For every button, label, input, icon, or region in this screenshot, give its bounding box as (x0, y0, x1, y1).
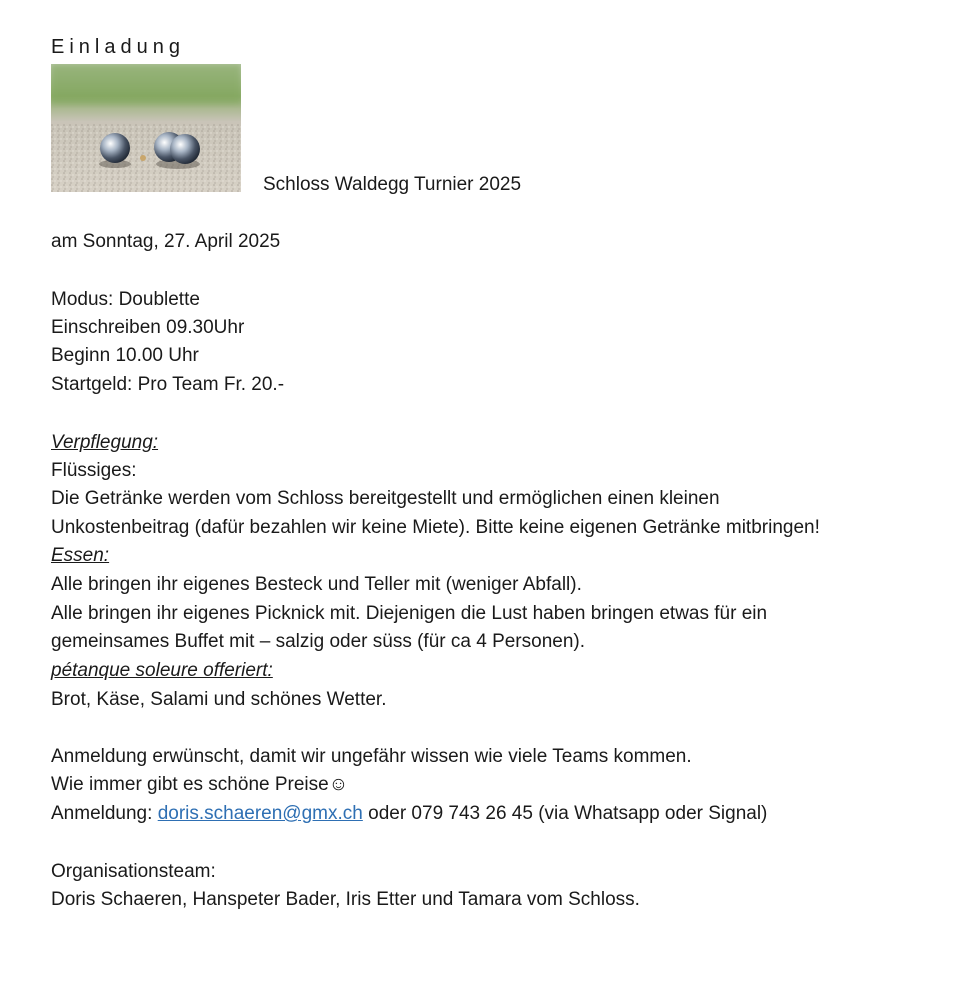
registration-email-link[interactable]: doris.schaeren@gmx.ch (157, 803, 363, 824)
registration-label: Anmeldung: (51, 803, 158, 824)
registration-line-2: Wie immer gibt es schöne Preise☺ (51, 774, 349, 795)
catering-heading: Verpflegung: (51, 432, 159, 453)
food-text-line-2: Alle bringen ihr eigenes Picknick mit. Diejenigen die Lust haben bringen etwas für ein (51, 603, 768, 624)
organizers-names: Doris Schaeren, Hanspeter Bader, Iris Etter und Tamara vom Schloss. (51, 889, 640, 910)
detail-entry-fee: Startgeld: Pro Team Fr. 20.- (51, 374, 285, 395)
registration-line-1: Anmeldung erwünscht, damit wir ungefähr wissen wie viele Teams kommen. (51, 746, 692, 767)
organizers-label: Organisationsteam: (51, 861, 216, 882)
detail-mode: Modus: Doublette (51, 289, 200, 310)
event-date: am Sonntag, 27. April 2025 (51, 231, 281, 252)
event-title: Schloss Waldegg Turnier 2025 (263, 174, 522, 195)
registration-phone-text: oder 079 743 26 45 (via Whatsapp oder Signal) (362, 803, 768, 824)
detail-start-time: Beginn 10.00 Uhr (51, 345, 199, 366)
food-text-line-3: gemeinsames Buffet mit – salzig oder süss (für ca 4 Personen). (51, 631, 586, 652)
offer-heading: pétanque soleure offeriert: (51, 660, 273, 681)
drinks-text-line-1: Die Getränke werden vom Schloss bereitgestellt und ermöglichen einen kleinen (51, 488, 720, 509)
drinks-label: Flüssiges: (51, 460, 137, 481)
drinks-text-line-2: Unkostenbeitrag (dafür bezahlen wir keine Miete). Bitte keine eigenen Getränke mitbringen! (51, 517, 820, 538)
food-heading: Essen: (51, 545, 110, 566)
document-heading: Einladung (51, 36, 185, 58)
registration-contact (51, 800, 767, 828)
detail-registration-time: Einschreiben 09.30Uhr (51, 317, 245, 338)
food-text-line-1: Alle bringen ihr eigenes Besteck und Teller mit (weniger Abfall). (51, 574, 582, 595)
petanque-balls-image (51, 64, 241, 192)
offer-text: Brot, Käse, Salami und schönes Wetter. (51, 689, 387, 710)
petanque-balls-photo (51, 64, 241, 192)
